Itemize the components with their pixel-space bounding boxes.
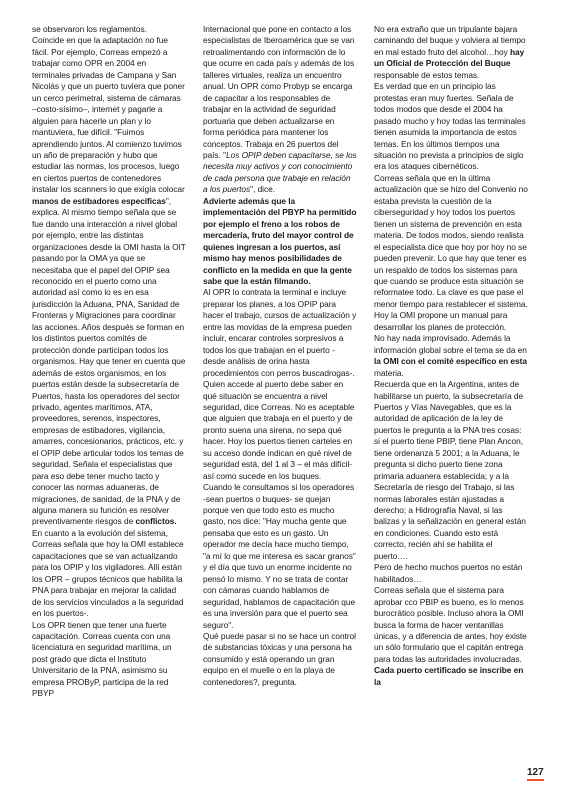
text-run: No hay nada improvisado. Además la información global sobre el tema se da en: [374, 333, 527, 355]
text-run-bold: conflictos.: [135, 516, 177, 527]
text-run: No era extraño que un tripulante bajara caminando del buque y volviera al tiempo en mal estado fruto del alcohol…hoy: [374, 24, 526, 57]
text-column-right: [374, 24, 528, 688]
text-run: Es verdad que en un principio las protestas eran muy fuertes. Señala de todos modos que desde el 2004 ha pasado mucho y hoy todas las terminales tienen asumida la importancia de estos temas. En los últimos tiempos una situación no prevista a principios de siglo era los ataques cibernéticos.: [374, 81, 526, 172]
paragraph: [32, 620, 186, 700]
page-number: 127: [527, 767, 544, 781]
text-run: En cuanto a la evolución del sistema, Correas señala que hoy la OMI establece capacitaciones que se van actualizando para los OPIP y los vigiladores. Allí están los OPR – grupos técnicos que habilita la PNA para trabajar en mejorar la calidad de los servicios vinculados a la seguridad en los puertos-.: [32, 527, 184, 619]
text-run: ", explica. Al mismo tiempo señala que se fue dando una interacción a nivel global por ejemplo, entre las distintas organizaciones desde la OMI hasta la OIT pasando por la OMA ya que se necesitaba que el papel del OPIP sea reconocido en el puerto como una autoridad así como lo es en esa jurisdicción la Aduana, PNA, Sanidad de Fronteras y Migraciones para coordinar las acciones. Años después se forman en los distintos puertos comités de protección donde participan todos los organismos. Hay que tener en cuenta que además de estos organismos, en los puertos están desde la subsecretaría de Puertos, hasta los operadores del sector privado, agentes marítimos, ATA, proveedores, serenos, inspectores, empresas de estibadores, vigilancia, amarres, concesionarios, prácticos, etc. y el OPIP debe articular todos los temas de seguridad. Señala el especialistas que para eso debe tener mucho tacto y conocer las normas aduaneras, de migraciones, de sanidad, de la PNA y de alguna manera su función es resolver preventivamente riesgos de: [32, 195, 186, 527]
text-run: Los OPR tienen que tener una fuerte capacitación. Correas cuenta con una licenciatura en seguridad marítima, un post grado que dicta el Instituto Universitario de la PNA, asimismo su empresa PROByP, participa de la red PBYP: [32, 619, 172, 699]
paragraph: [32, 24, 186, 35]
paragraph: [32, 35, 186, 527]
text-run: Correas señala que en la última actualización que se hizo del Convenio no estaba prevista la cuestión de la ciberseguridad y hoy todos los puertos tienen un sistema de prevención en esta materia. De todos modos, siendo realista el especialista dice que hoy por hoy no se pueden prevenir. Lo que hay que tener es un respaldo de todos los sistemas para que cuando se produce esta situación se reformatee todo. La clave es que pase el menor tiempo para restablecer el sistema.: [374, 172, 528, 309]
text-run: Recuerda que en la Argentina, antes de habilitarse un puerto, la subsecretaría de Puertos y Vías Navegables, que es la autoridad de aplicación de la ley de puertos le pregunta a la PNA tres cosas: si el puerto tiene PBIP, tiene Plan Ancon, tiene ordenanza 5 2001; a la Aduana, le pregunta si dicho puerto tiene zona primaria aduanera establecida; y a la Secretaría de riesgo del Trabajo, si las normas laborales están ajustadas a derecho; a Hidrografía Naval, si las balizas y la señalización en general están en condiciones. Cuando esto está correcto, recién ahí se habilita el puerto….: [374, 379, 526, 561]
text-run-bold: hay un Oficial de Protección del Buque: [374, 46, 525, 69]
text-run: Cuando le consultamos si los operadores -sean puertos o buques- se quejan porque ven que todo esto es mucho gasto, nos dice: "Hay mucha gente que pensaba que esto es un gasto. Un operador me decía hace mucho tiempo, "a mí lo que me interesa es sacar granos" y el día que tuvo un enorme incidente no pensó lo mismo. Y no se trata de contar con cámaras cuando hablamos de seguridad, hablamos de capacitación que es una inversión para que el puerto sea seguro".: [203, 482, 356, 630]
text-run: ", dice.: [250, 184, 275, 195]
text-run-bold: la OMI con el comité específico en esta: [374, 356, 527, 367]
text-column-left: [32, 24, 186, 700]
text-run: se observaron los reglamentos.: [32, 24, 147, 34]
paragraph: [374, 81, 528, 173]
text-run-italic: Los OPIP deben capacitarse, se los necesita muy activos y con conocimiento de cada persona que trabaje en relación a los puertos: [203, 149, 357, 195]
paragraph: [32, 528, 186, 620]
paragraph: [203, 196, 357, 288]
text-run: Internacional que pone en contacto a los especialistas de Iberoamérica que se van retroalimentando con información de lo que ocurre en cada país y además de los talleres virtuales, realiza un encuentro anual. Un OPR como Probyp se encarga de capacitar a los responsables de trabajar en la actividad de seguridad portuaria que deben actualizarse en forma periódica para mantener los conceptos. Trabaja en 26 puertos del país. ": [203, 24, 355, 160]
text-run-bold: Cada puerto certificado se inscribe en la: [374, 665, 524, 687]
paragraph: [374, 379, 528, 562]
paragraph: [374, 24, 528, 81]
text-run: Pero de hecho muchos puertos no están habilitados…: [374, 562, 523, 584]
paragraph: [203, 631, 357, 688]
text-run-bold: manos de estibadores específicas: [32, 195, 166, 206]
text-run-bold: Advierte además que la implementación del PBYP ha permitido por ejemplo el freno a los robos de mercadería, fruto del mayor control de quienes ingresan a los puertos, así mismo hay menos posibilidades de conflicto en la medida en que la gente sabe que la están filmando.: [203, 195, 357, 286]
text-run: Qué puede pasar si no se hace un control de substancias tóxicas y una persona ha consumido y está operando un gran equipo en el muelle o en la playa de contenedores?, pregunta.: [203, 631, 356, 687]
text-run: responsable de estos temas.: [374, 69, 480, 80]
text-run: Correas señala que el sistema para aprobar cco PBIP es bueno, es lo menos burocrático posible. Incluso ahora la OMI busca la forma de hacer ventanillas únicas, y a diferencia de antes, hoy existe un sólo formulario que el capitán entrega para todas las autoridades involucradas.: [374, 585, 527, 664]
text-run: Coincide en que la adaptación no fue fácil. Por ejemplo, Correas empezó a trabajar como OPR en 2004 en terminales privadas de Campana y San Nicolás y que un puerto tuviera que poner un cerco perimetral, sistema de cámaras –costo-sísimo–, internet y pagarle a alguien para hacerle un plan y lo mantuviera, fue difícil. "Fuimos aprendiendo juntos. Al comienzo tuvimos un año de preparación y hubo que estudiar las normas, los procesos, luego en ciertos puertos de contenedores instalar los scanners lo que exigía colocar: [32, 35, 185, 195]
text-column-middle: [203, 24, 357, 688]
text-run: materia.: [374, 367, 404, 378]
paragraph: [374, 562, 528, 585]
paragraph: [203, 24, 357, 196]
paragraph: [374, 310, 528, 333]
paragraph: [203, 287, 357, 482]
paragraph: [374, 333, 528, 379]
text-run: Al OPR lo contrata la terminal e incluye preparar los planes, a los OPIP para hacer el trabajo, cursos de actualización y entre las movidas de la empresa pueden incluir, encarar controles sorpresivos a todos los que trabajan en el puerto -desde análisis de orina hasta procedimientos con perros buscadrogas-. Quien accede al puerto debe saber en qué situación se encuentra a nivel seguridad, dice Correas. No es aceptable que alguien que trabaja en el puerto y de pronto suena una sirena, no sepa qué hacer. Hoy los puertos tienen carteles en su acceso donde indican en qué nivel de seguridad está, del 1 al 3 – el más difícil- así como sucede en los buques.: [203, 287, 357, 481]
paragraph: [374, 173, 528, 310]
paragraph: [374, 585, 528, 688]
paragraph: [203, 482, 357, 631]
text-run: Hoy la OMI propone un manual para desarrollar los planes de protección.: [374, 310, 508, 332]
